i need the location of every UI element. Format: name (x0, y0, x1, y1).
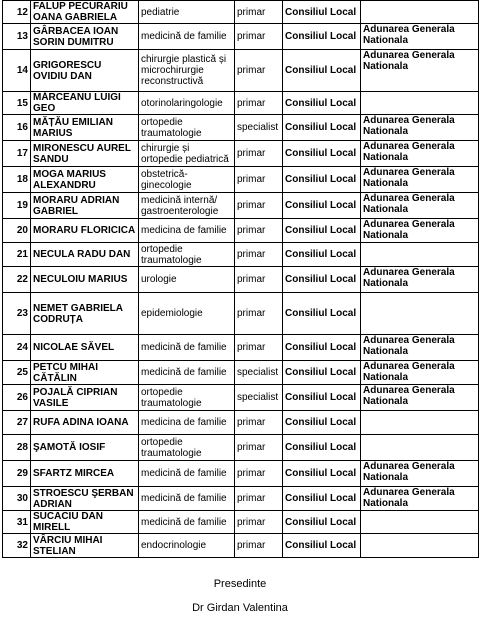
grade: primar (235, 461, 283, 487)
members-table (2, 0, 479, 558)
member-name: MĂRCEANU LUIGI GEO (31, 92, 139, 115)
table-row (3, 435, 479, 461)
member-name: MOGA MARIUS ALEXANDRU (31, 167, 139, 193)
grade: primar (235, 534, 283, 558)
member-name: NEMET GABRIELA CODRUȚA (31, 293, 139, 335)
general-assembly: Adunarea Generala Nationala (361, 141, 479, 167)
council-local: Consiliul Local (283, 267, 361, 293)
row-number: 12 (3, 1, 31, 24)
council-local: Consiliul Local (283, 293, 361, 335)
council-local: Consiliul Local (283, 92, 361, 115)
general-assembly: Adunarea Generala Nationala (361, 50, 479, 92)
member-name: PETCU MIHAI CĂTĂLIN (31, 361, 139, 385)
council-local: Consiliul Local (283, 243, 361, 267)
specialty: urologie (139, 267, 235, 293)
row-number: 24 (3, 335, 31, 361)
table-row (3, 219, 479, 243)
council-local: Consiliul Local (283, 361, 361, 385)
grade: primar (235, 267, 283, 293)
row-number: 26 (3, 385, 31, 411)
member-name: MORARU FLORICICA (31, 219, 139, 243)
council-local: Consiliul Local (283, 193, 361, 219)
specialty: otorinolaringologie (139, 92, 235, 115)
table-row (3, 50, 479, 92)
row-number: 32 (3, 534, 31, 558)
row-number: 25 (3, 361, 31, 385)
general-assembly: Adunarea Generala Nationala (361, 167, 479, 193)
grade: primar (235, 141, 283, 167)
table-row (3, 385, 479, 411)
footer-role: Presedinte (213, 578, 267, 590)
member-name: ŞAMOTĂ IOSIF (31, 435, 139, 461)
member-name: MORARU ADRIAN GABRIEL (31, 193, 139, 219)
grade: primar (235, 219, 283, 243)
council-local: Consiliul Local (283, 1, 361, 24)
general-assembly (361, 293, 479, 335)
grade: primar (235, 243, 283, 267)
general-assembly (361, 511, 479, 534)
specialty: ortopedie traumatologie (139, 435, 235, 461)
table-row (3, 511, 479, 534)
row-number: 31 (3, 511, 31, 534)
specialty: medicină internă/ gastroenterologie (139, 193, 235, 219)
member-name: POJALĂ CIPRIAN VASILE (31, 385, 139, 411)
grade: primar (235, 92, 283, 115)
grade: primar (235, 167, 283, 193)
grade: primar (235, 511, 283, 534)
specialty: chirurgie și ortopedie pediatrică (139, 141, 235, 167)
member-name: NICOLAE SĂVEL (31, 335, 139, 361)
table-row (3, 141, 479, 167)
member-name: FALUP PECURARIU OANA GABRIELA (31, 1, 139, 24)
specialty: ortopedie traumatologie (139, 385, 235, 411)
specialty: medicină de familie (139, 511, 235, 534)
member-name: GÂRBACEA IOAN SORIN DUMITRU (31, 24, 139, 50)
general-assembly: Adunarea Generala Nationala (361, 219, 479, 243)
table-row (3, 534, 479, 558)
row-number: 23 (3, 293, 31, 335)
row-number: 21 (3, 243, 31, 267)
member-name: NECULA RADU DAN (31, 243, 139, 267)
row-number: 19 (3, 193, 31, 219)
grade: primar (235, 335, 283, 361)
specialty: endocrinologie (139, 534, 235, 558)
council-local: Consiliul Local (283, 487, 361, 511)
council-local: Consiliul Local (283, 141, 361, 167)
general-assembly: Adunarea Generala Nationala (361, 115, 479, 141)
general-assembly (361, 243, 479, 267)
grade: primar (235, 411, 283, 435)
general-assembly (361, 92, 479, 115)
table-row (3, 267, 479, 293)
council-local: Consiliul Local (283, 385, 361, 411)
grade: primar (235, 24, 283, 50)
row-number: 16 (3, 115, 31, 141)
row-number: 27 (3, 411, 31, 435)
row-number: 28 (3, 435, 31, 461)
general-assembly (361, 1, 479, 24)
specialty: pediatrie (139, 1, 235, 24)
specialty: obstetrică-ginecologie (139, 167, 235, 193)
council-local: Consiliul Local (283, 411, 361, 435)
table-row (3, 167, 479, 193)
table-row (3, 461, 479, 487)
specialty: medicină de familie (139, 24, 235, 50)
council-local: Consiliul Local (283, 335, 361, 361)
table-row (3, 361, 479, 385)
grade: primar (235, 435, 283, 461)
general-assembly: Adunarea Generala Nationala (361, 385, 479, 411)
member-name: SUCACIU DAN MIRELL (31, 511, 139, 534)
specialty: medicina de familie (139, 411, 235, 435)
grade: specialist (235, 361, 283, 385)
specialty: epidemiologie (139, 293, 235, 335)
row-number: 17 (3, 141, 31, 167)
table-row (3, 1, 479, 24)
member-name: GRIGORESCU OVIDIU DAN (31, 50, 139, 92)
table-row (3, 193, 479, 219)
grade: primar (235, 487, 283, 511)
general-assembly: Adunarea Generala Nationala (361, 361, 479, 385)
council-local: Consiliul Local (283, 167, 361, 193)
general-assembly (361, 435, 479, 461)
grade: specialist (235, 115, 283, 141)
member-name: MIRONESCU AUREL SANDU (31, 141, 139, 167)
general-assembly (361, 411, 479, 435)
table-row (3, 92, 479, 115)
row-number: 15 (3, 92, 31, 115)
table-row (3, 115, 479, 141)
general-assembly: Adunarea Generala Nationala (361, 24, 479, 50)
general-assembly: Adunarea Generala Nationala (361, 267, 479, 293)
council-local: Consiliul Local (283, 219, 361, 243)
table-row (3, 411, 479, 435)
council-local: Consiliul Local (283, 534, 361, 558)
general-assembly: Adunarea Generala Nationala (361, 487, 479, 511)
specialty: medicină de familie (139, 335, 235, 361)
table-row (3, 487, 479, 511)
row-number: 22 (3, 267, 31, 293)
council-local: Consiliul Local (283, 461, 361, 487)
grade: primar (235, 1, 283, 24)
specialty: medicină de familie (139, 361, 235, 385)
member-name: RUFA ADINA IOANA (31, 411, 139, 435)
council-local: Consiliul Local (283, 24, 361, 50)
specialty: ortopedie traumatologie (139, 243, 235, 267)
grade: specialist (235, 385, 283, 411)
table-row (3, 24, 479, 50)
council-local: Consiliul Local (283, 115, 361, 141)
specialty: medicină de familie (139, 487, 235, 511)
member-name: MĂȚĂU EMILIAN MARIUS (31, 115, 139, 141)
specialty: ortopedie traumatologie (139, 115, 235, 141)
specialty: medicina de familie (139, 219, 235, 243)
row-number: 14 (3, 50, 31, 92)
general-assembly: Adunarea Generala Nationala (361, 461, 479, 487)
council-local: Consiliul Local (283, 50, 361, 92)
specialty: chirurgie plastică și microchirurgie reconstructivă (139, 50, 235, 92)
grade: primar (235, 193, 283, 219)
general-assembly: Adunarea Generala Nationala (361, 193, 479, 219)
row-number: 18 (3, 167, 31, 193)
table-row (3, 293, 479, 335)
table-row (3, 335, 479, 361)
table-row (3, 243, 479, 267)
member-name: NECULOIU MARIUS (31, 267, 139, 293)
row-number: 13 (3, 24, 31, 50)
row-number: 20 (3, 219, 31, 243)
council-local: Consiliul Local (283, 435, 361, 461)
member-name: STROESCU ŞERBAN ADRIAN (31, 487, 139, 511)
grade: primar (235, 50, 283, 92)
footer-signatory: Dr Girdan Valentina (192, 602, 288, 614)
grade: primar (235, 293, 283, 335)
specialty: medicină de familie (139, 461, 235, 487)
council-local: Consiliul Local (283, 511, 361, 534)
member-name: SFARTZ MIRCEA (31, 461, 139, 487)
member-name: VÂRCIU MIHAI STELIAN (31, 534, 139, 558)
row-number: 29 (3, 461, 31, 487)
row-number: 30 (3, 487, 31, 511)
general-assembly (361, 534, 479, 558)
general-assembly: Adunarea Generala Nationala (361, 335, 479, 361)
